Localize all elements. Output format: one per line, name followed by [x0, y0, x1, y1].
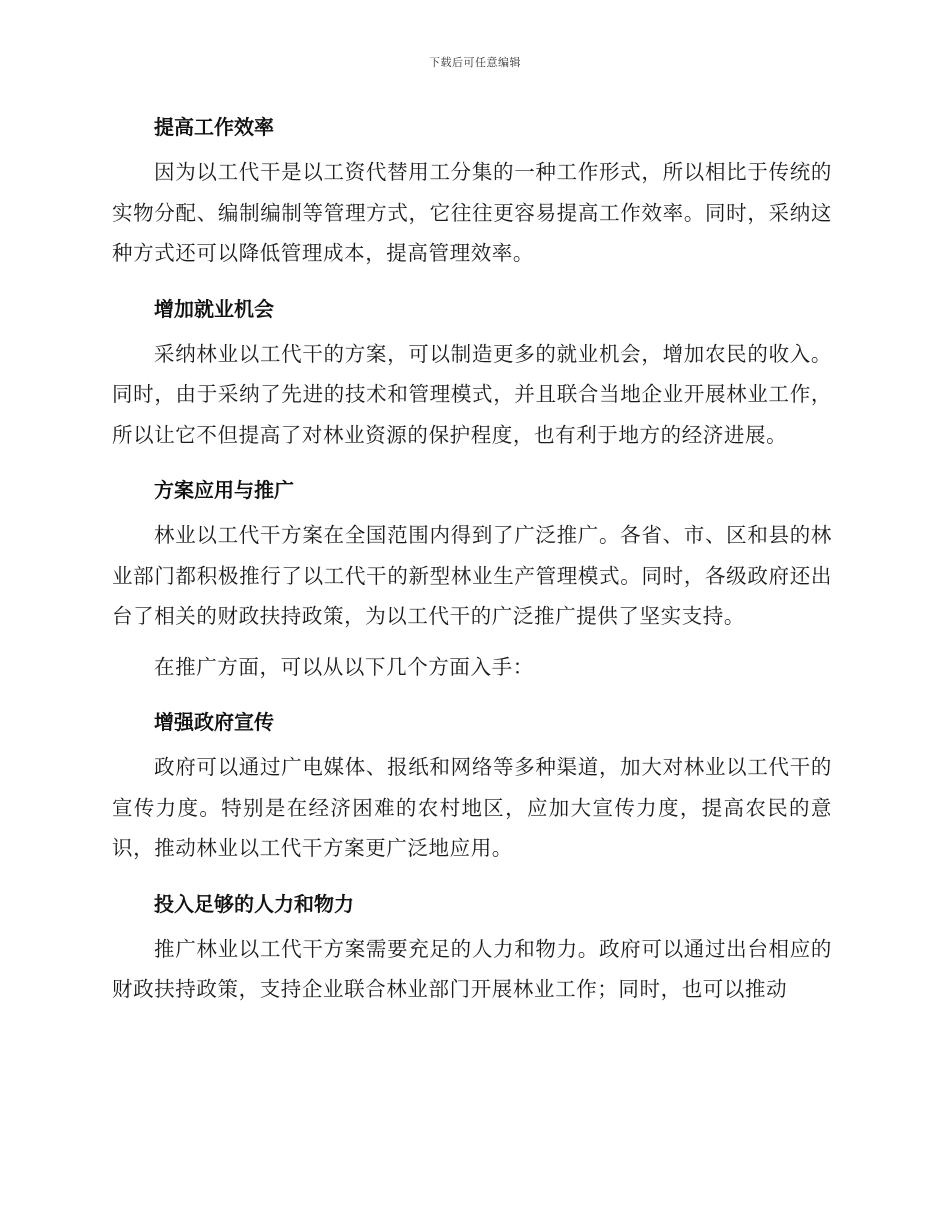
section-government-publicity	[112, 697, 832, 869]
section-improve-efficiency	[112, 102, 832, 274]
section-manpower-resources	[112, 879, 832, 1010]
paragraph: 在推广方面，可以从以下几个方面入手：	[154, 654, 534, 679]
section-heading: 提高工作效率	[154, 115, 274, 139]
paragraph: 采纳林业以工代干的方案，可以制造更多的就业机会，增加农民的收入。同时，由于采纳了先进的技术和管理模式，并且联合当地企业开展林业工作，所以让它不但提高了对林业资源的保护程度，也有利于地方的经济进展。	[112, 341, 832, 447]
paragraph: 政府可以通过广电媒体、报纸和网络等多种渠道，加大对林业以工代干的宣传力度。特别是在经济困难的农村地区，应加大宣传力度，提高农民的意识，推动林业以工代干方案更广泛地应用。	[112, 755, 832, 860]
section-heading: 方案应用与推广	[154, 478, 294, 502]
document-body	[112, 102, 832, 1010]
paragraph: 林业以工代干方案在全国范围内得到了广泛推广。各省、市、区和县的林业部门都积极推行了以工代干的新型林业生产管理模式。同时，各级政府还出台了相关的财政扶持政策，为以工代干的广泛推广提供了坚实支持。	[112, 523, 832, 628]
section-heading: 增加就业机会	[154, 296, 274, 321]
section-increase-employment	[112, 284, 832, 456]
page-header-note: 下载后可任意编辑	[429, 56, 521, 69]
paragraph: 因为以工代干是以工资代替用工分集的一种工作形式，所以相比于传统的实物分配、编制编制等管理方式，它往往更容易提高工作效率。同时，采纳这种方式还可以降低管理成本，提高管理效率。	[112, 160, 832, 265]
section-heading: 增强政府宣传	[154, 710, 274, 734]
section-application-promotion	[112, 465, 832, 687]
section-heading: 投入足够的人力和物力	[154, 891, 354, 916]
paragraph: 推广林业以工代干方案需要充足的人力和物力。政府可以通过出台相应的财政扶持政策，支持企业联合林业部门开展林业工作；同时，也可以推动	[112, 936, 832, 1001]
